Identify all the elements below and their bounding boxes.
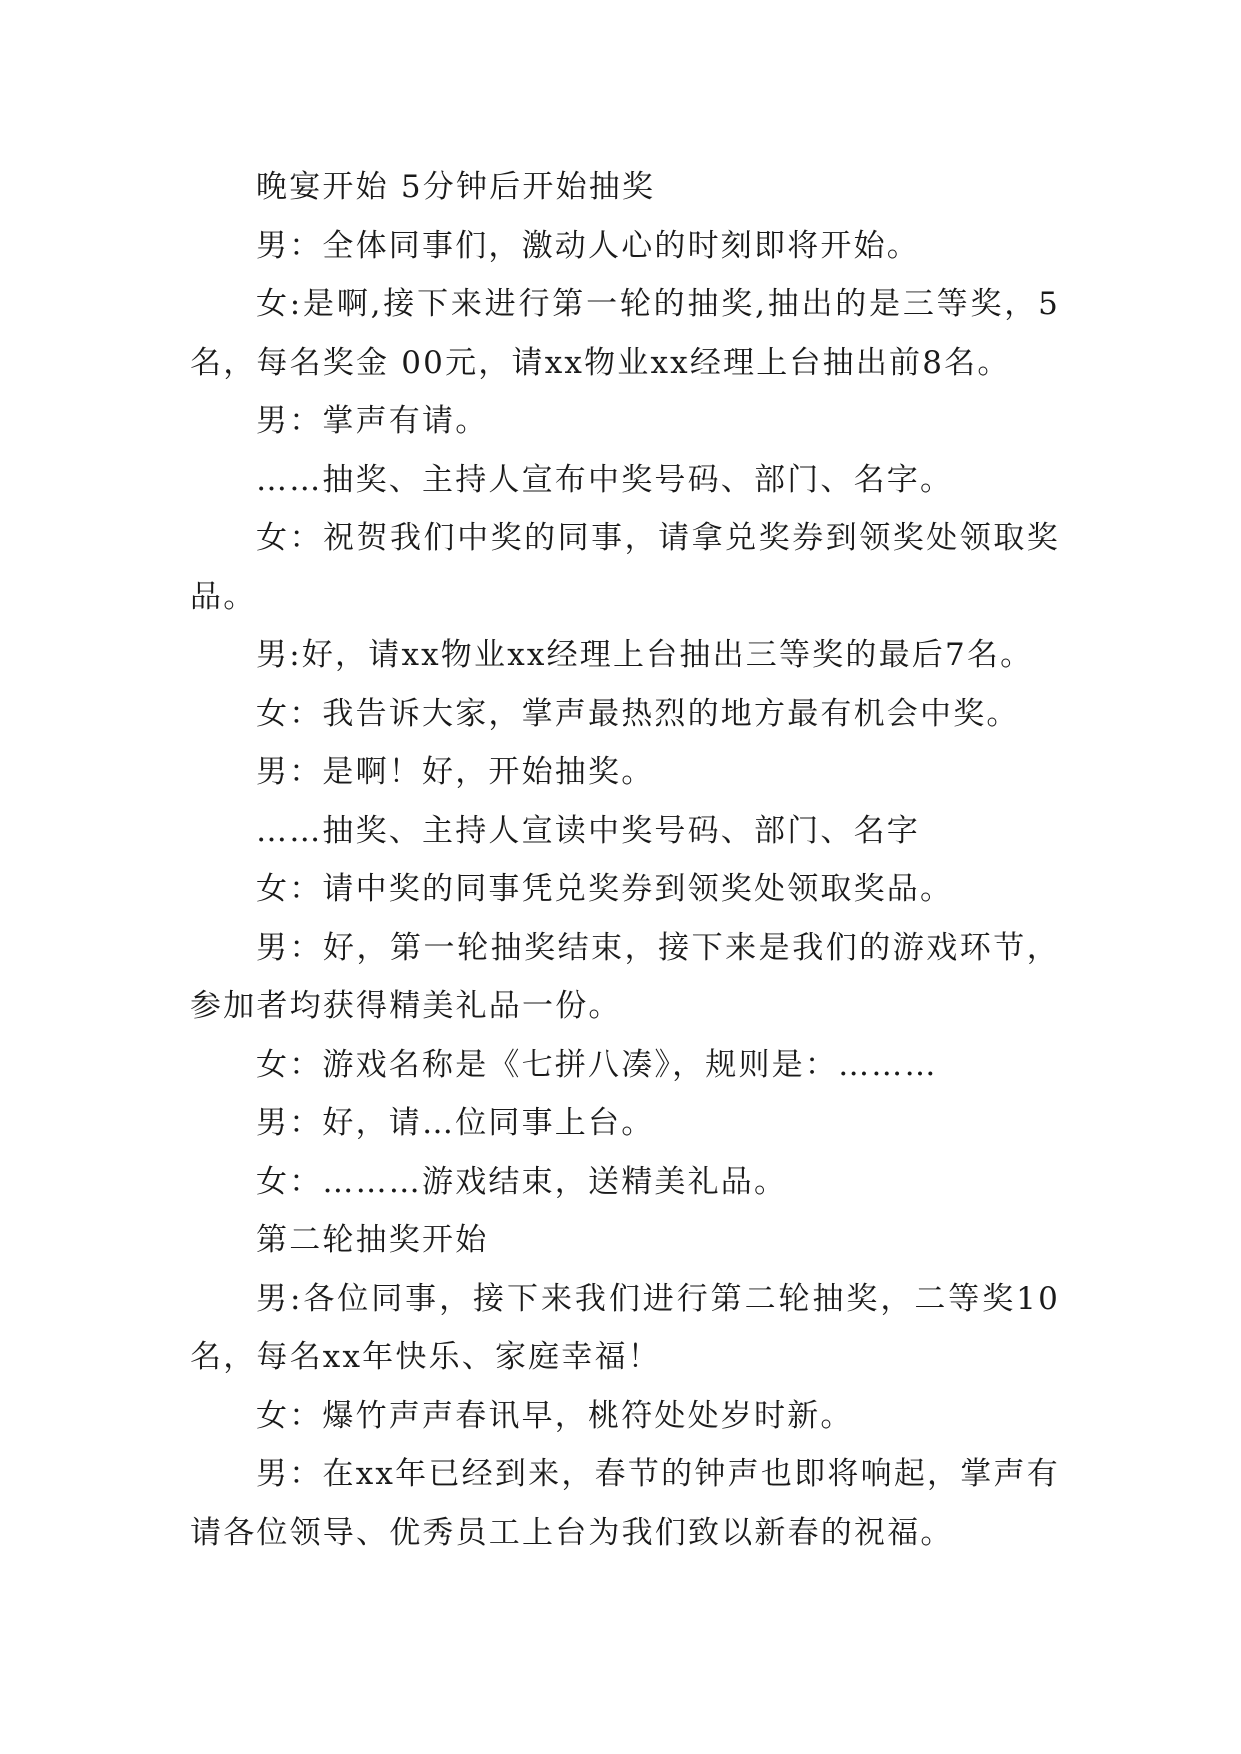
paragraph-male-line: 男：好，请…位同事上台。 <box>256 1105 655 1141</box>
document-body <box>190 158 1060 1562</box>
paragraph-male-line: 男：在xx年已经到来，春节的钟声也即将响起，掌声有请各位领导、优秀员工上台为我们致以新春的祝福。 <box>190 1456 1060 1551</box>
paragraph-stage-direction: ……抽奖、主持人宣布中奖号码、部门、名字。 <box>256 461 954 498</box>
paragraph-female-line: 女：爆竹声声春讯早，桃符处处岁时新。 <box>256 1397 854 1434</box>
paragraph-section-heading: 第二轮抽奖开始 <box>256 1222 489 1258</box>
paragraph-female-line: 女：………游戏结束，送精美礼品。 <box>256 1163 788 1200</box>
paragraph-female-line: 女:是啊,接下来进行第一轮的抽奖,抽出的是三等奖，5名，每名奖金 00元，请xx物业xx经理上台抽出前8名。 <box>190 286 1060 381</box>
paragraph-stage-direction: ……抽奖、主持人宣读中奖号码、部门、名字 <box>256 812 920 849</box>
paragraph-male-line: 男：掌声有请。 <box>256 403 489 439</box>
paragraph-female-line: 女：祝贺我们中奖的同事，请拿兑奖券到领奖处领取奖品。 <box>190 520 1060 615</box>
paragraph-male-line: 男：全体同事们，激动人心的时刻即将开始。 <box>256 227 920 264</box>
paragraph-male-line: 男：是啊！好，开始抽奖。 <box>256 754 655 790</box>
paragraph-male-line: 男：好，第一轮抽奖结束，接下来是我们的游戏环节，参加者均获得精美礼品一份。 <box>190 929 1060 1024</box>
paragraph-female-line: 女：游戏名称是《七拼八凑》，规则是：……… <box>256 1046 938 1083</box>
paragraph-male-line: 男:好，请xx物业xx经理上台抽出三等奖的最后7名。 <box>256 637 1034 673</box>
paragraph-female-line: 女：我告诉大家，掌声最热烈的地方最有机会中奖。 <box>256 695 1020 732</box>
paragraph-male-line: 男:各位同事，接下来我们进行第二轮抽奖，二等奖10名，每名xx年快乐、家庭幸福！ <box>190 1280 1060 1375</box>
paragraph-lottery-start: 晚宴开始 5分钟后开始抽奖 <box>256 169 656 205</box>
paragraph-female-line: 女：请中奖的同事凭兑奖券到领奖处领取奖品。 <box>256 871 954 907</box>
